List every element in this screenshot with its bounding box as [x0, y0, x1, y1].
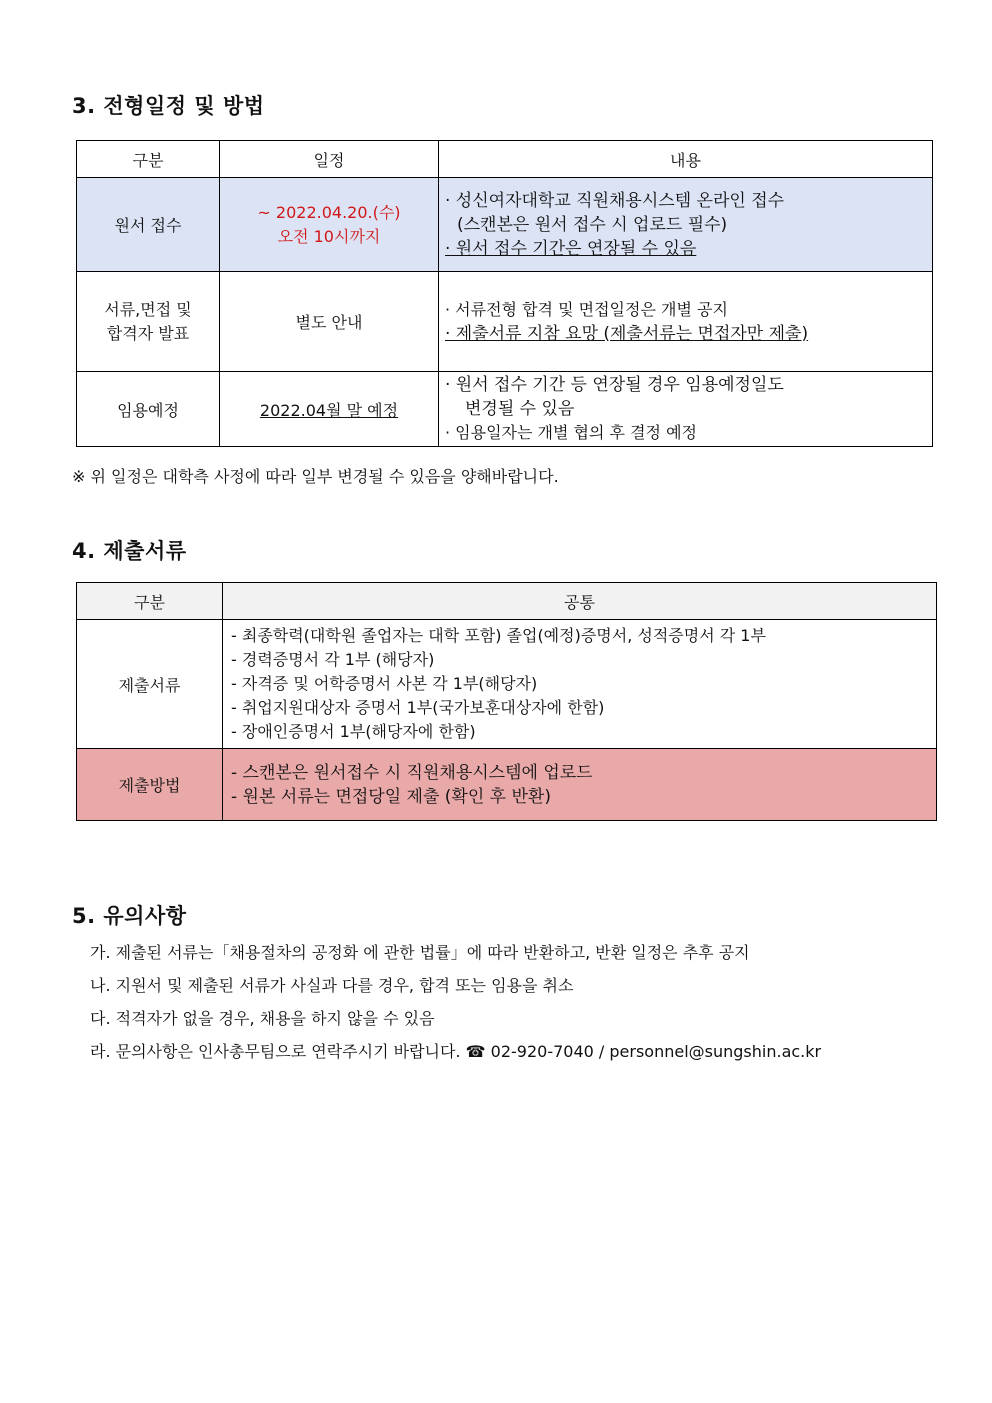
documents-table	[76, 582, 937, 821]
header-schedule: 일정	[220, 141, 439, 178]
caution-item: 나. 지원서 및 제출된 서류가 사실과 다를 경우, 합격 또는 임용을 취소	[90, 976, 574, 995]
interview-category-line1: 서류,면접 및	[104, 299, 192, 319]
header-category: 구분	[77, 583, 223, 620]
schedule-header-row	[77, 141, 933, 178]
row-interview-content	[439, 272, 933, 372]
row-appointment-schedule: 2022.04월 말 예정	[220, 372, 439, 447]
header-content: 내용	[439, 141, 933, 178]
row-interview-schedule: 별도 안내	[220, 272, 439, 372]
section-4-title: 4. 제출서류	[72, 539, 187, 563]
header-category: 구분	[77, 141, 220, 178]
schedule-row-application	[77, 178, 933, 272]
schedule-row-appointment	[77, 372, 933, 447]
documents-list	[223, 620, 937, 749]
row-appointment-content	[439, 372, 933, 447]
method-item: - 원본 서류는 면접당일 제출 (확인 후 반환)	[231, 786, 551, 807]
content-line: 변경될 수 있음	[465, 399, 575, 419]
document-item: - 최종학력(대학원 졸업자는 대학 포함) 졸업(예정)증명서, 성적증명서 각 1부	[231, 626, 766, 645]
row-appointment-category: 임용예정	[77, 372, 220, 447]
interview-category-line2: 합격자 발표	[106, 323, 190, 343]
content-line: (스캔본은 원서 접수 시 업로드 필수)	[457, 214, 728, 235]
document-item: - 취업지원대상자 증명서 1부(국가보훈대상자에 한함)	[231, 698, 605, 717]
documents-row	[77, 620, 937, 749]
document-item: - 경력증명서 각 1부 (해당자)	[231, 650, 435, 669]
documents-header-row	[77, 583, 937, 620]
schedule-row-interview	[77, 272, 933, 372]
caution-item: 가. 제출된 서류는「채용절차의 공정화 에 관한 법률」에 따라 반환하고, 반환 일정은 추후 공지	[90, 943, 750, 962]
content-line: · 임용일자는 개별 협의 후 결정 예정	[445, 423, 697, 442]
application-deadline-time: 오전 10시까지	[277, 226, 381, 246]
document-item: - 장애인증명서 1부(해당자에 한함)	[231, 722, 476, 741]
row-application-schedule	[220, 178, 439, 272]
content-line: · 제출서류 지참 요망 (제출서류는 면접자만 제출)	[445, 323, 809, 344]
row-application-content	[439, 178, 933, 272]
caution-item: 라. 문의사항은 인사총무팀으로 연락주시기 바랍니다. ☎ 02-920-7040 / personnel@sungshin.ac.kr	[90, 1042, 822, 1061]
content-line: · 원서 접수 기간은 연장될 수 있음	[445, 238, 697, 259]
header-common: 공통	[223, 583, 937, 620]
section-3-title: 3. 전형일정 및 방법	[72, 94, 265, 118]
method-list	[223, 749, 937, 821]
document-item: - 자격증 및 어학증명서 사본 각 1부(해당자)	[231, 674, 538, 693]
method-label: 제출방법	[77, 749, 223, 821]
section-5-title: 5. 유의사항	[72, 904, 187, 928]
method-item: - 스캔본은 원서접수 시 직원채용시스템에 업로드	[231, 762, 593, 783]
documents-label: 제출서류	[77, 620, 223, 749]
method-row	[77, 749, 937, 821]
content-line: · 성신여자대학교 직원채용시스템 온라인 접수	[445, 190, 785, 211]
content-line: · 원서 접수 기간 등 연장될 경우 임용예정일도	[445, 375, 784, 395]
schedule-table	[76, 140, 933, 447]
content-line: · 서류전형 합격 및 면접일정은 개별 공지	[445, 299, 728, 319]
caution-item: 다. 적격자가 없을 경우, 채용을 하지 않을 수 있음	[90, 1009, 435, 1028]
row-interview-category	[77, 272, 220, 372]
row-application-category: 원서 접수	[77, 178, 220, 272]
schedule-note: ※ 위 일정은 대학측 사정에 따라 일부 변경될 수 있음을 양해바랍니다.	[72, 467, 559, 486]
application-deadline-date: ~ 2022.04.20.(수)	[257, 202, 401, 222]
